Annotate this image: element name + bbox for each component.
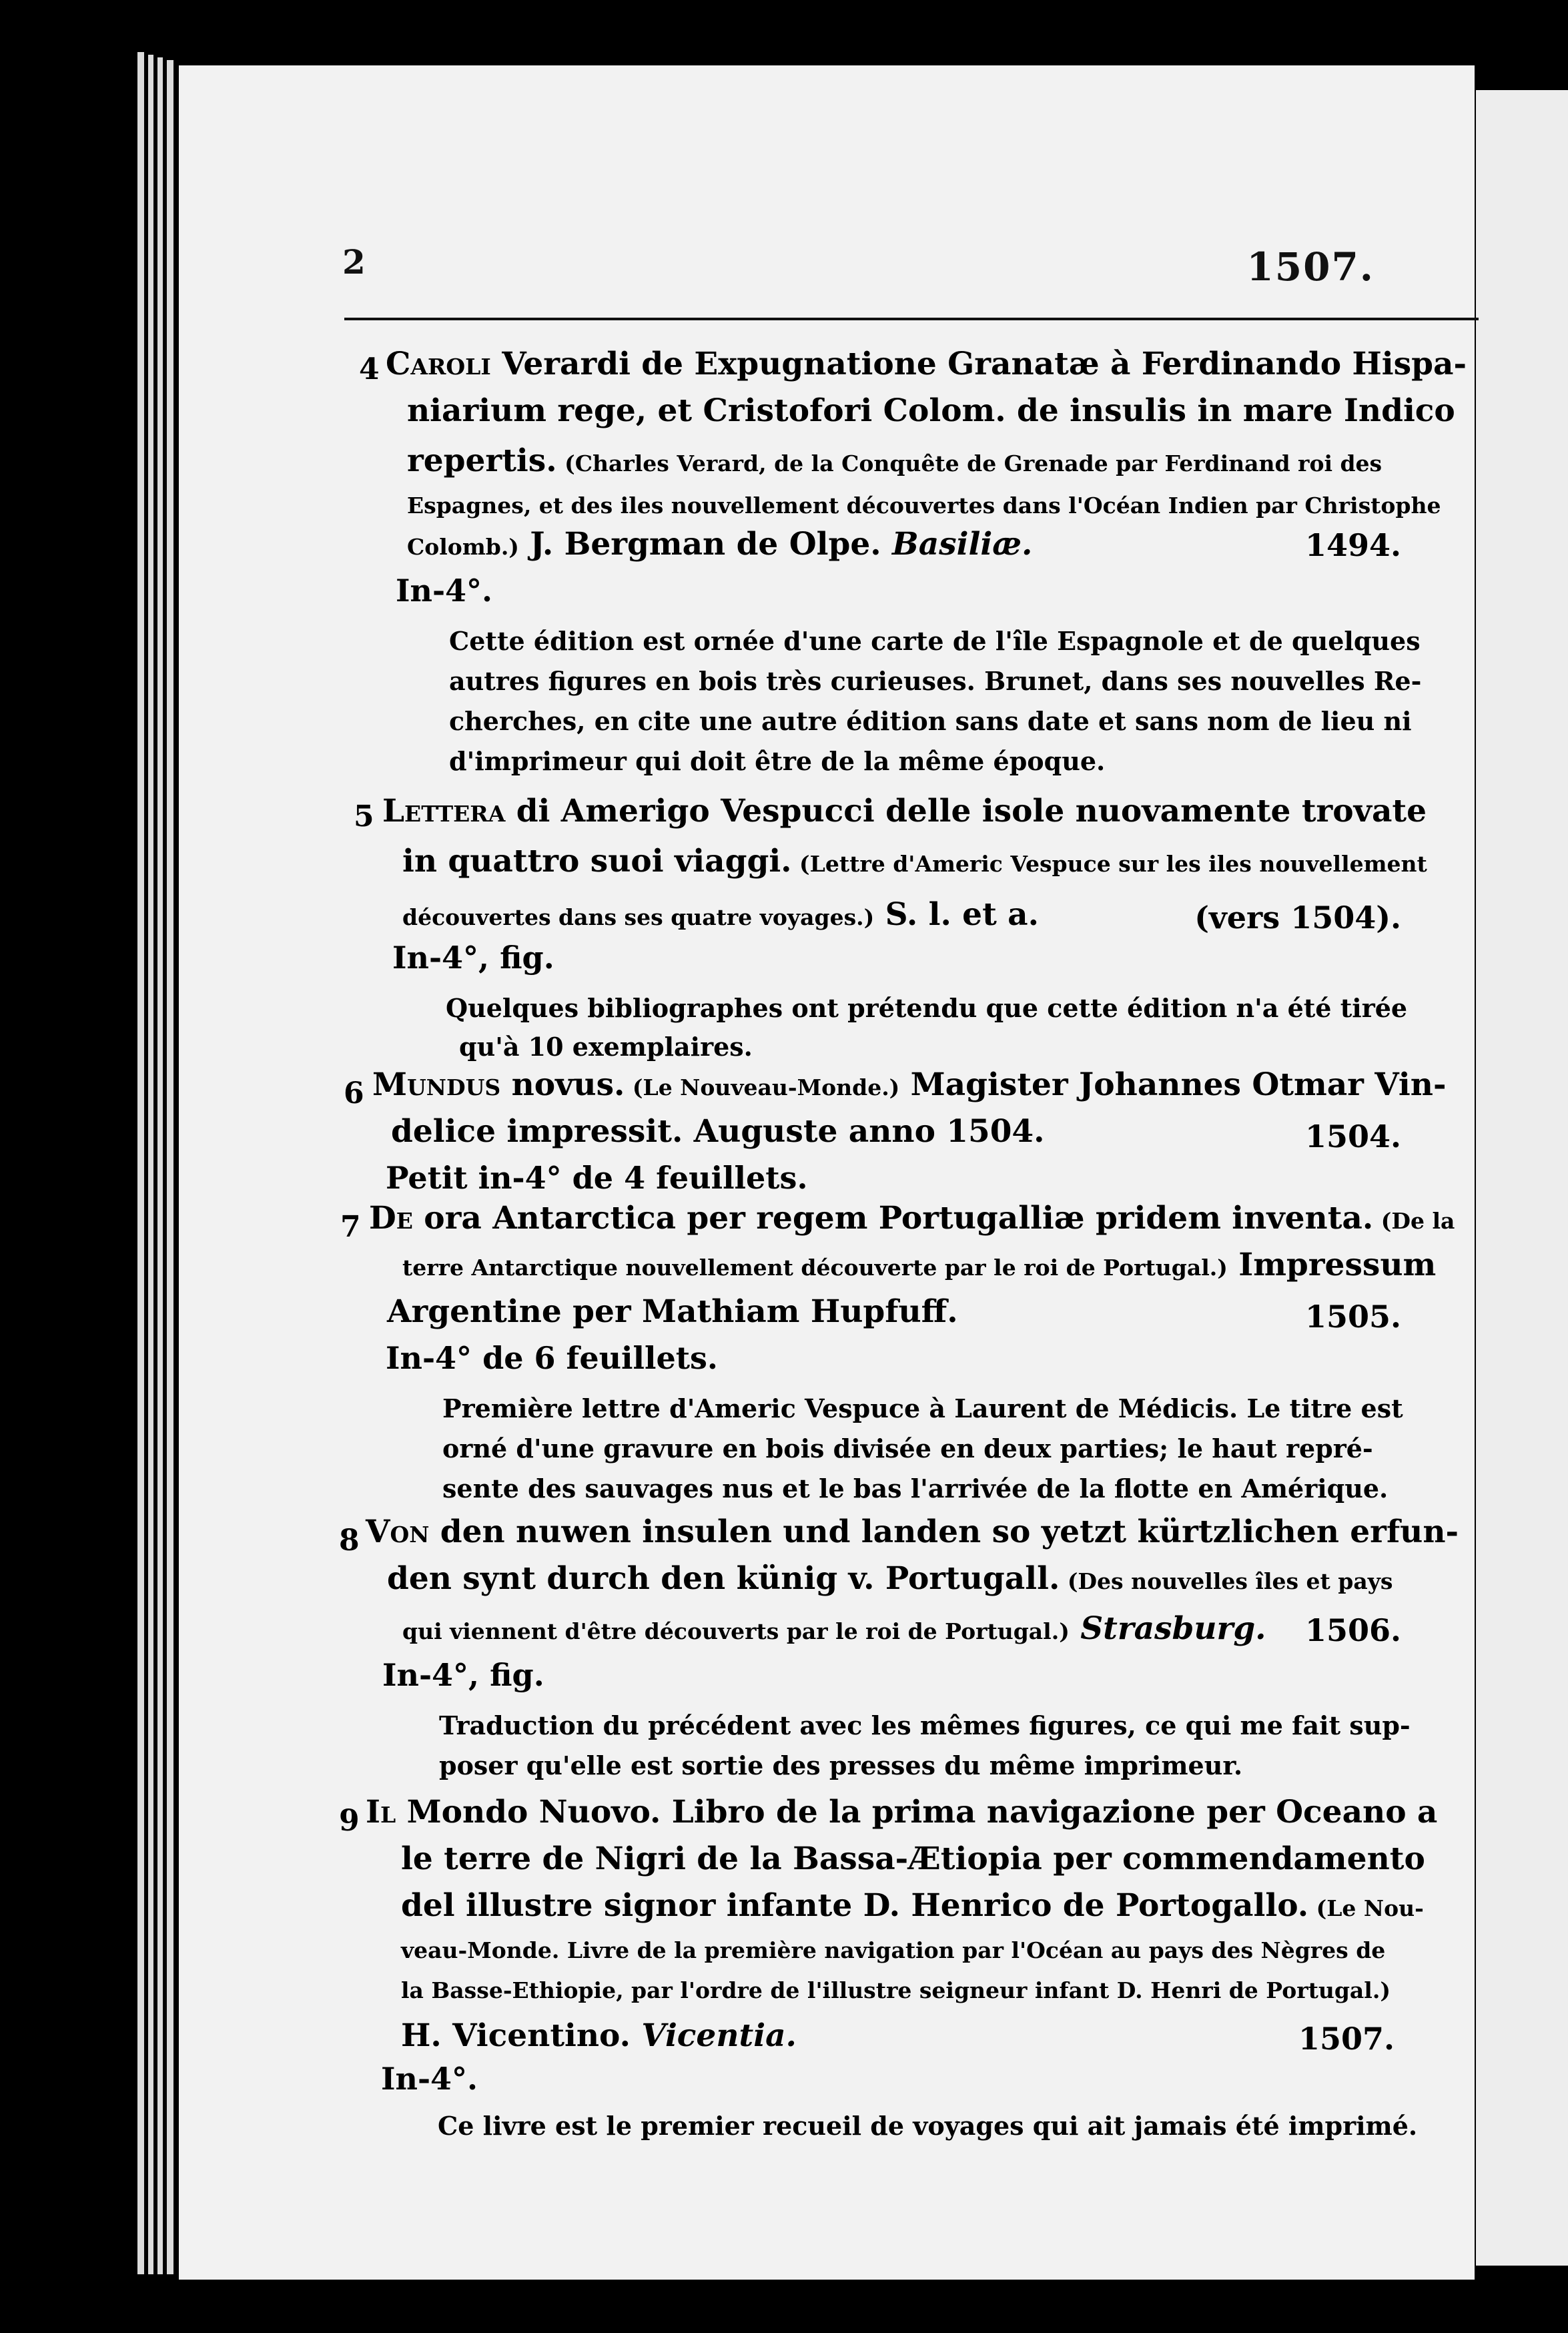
entry-note-line: qu'à 10 exemplaires. (459, 1032, 753, 1062)
entry-note-line: cherches, en cite une autre édition sans date et sans nom de lieu ni (449, 706, 1412, 736)
entry-note-line: Quelques bibliographes ont prétendu que cette édition n'a été tirée (446, 993, 1408, 1023)
entry-imprint-line: Colomb.) J. Bergman de Olpe. Basiliæ. (407, 526, 1033, 563)
header-rule (344, 318, 1479, 320)
entry-imprint-line: delice impressit. Auguste anno 1504. (391, 1113, 1045, 1150)
entry-date: (vers 1504). (1194, 900, 1401, 936)
entry-title-line: Von den nuwen insulen und landen so yetzt kürtzlichen erfun- (366, 1514, 1459, 1550)
entry-number: 7 (340, 1210, 361, 1244)
running-header-year: 1507. (1246, 244, 1375, 290)
entry-translation-line: la Basse-Ethiopie, par l'ordre de l'illustre seigneur infant D. Henri de Portugal.) (401, 1977, 1391, 2003)
entry-title-line: den synt durch den künig v. Portugall. (Des nouvelles îles et pays (387, 1560, 1393, 1597)
entry-number: 9 (339, 1804, 360, 1838)
entry-title-line: del illustre signor infante D. Henrico de Portogallo. (Le Nou- (401, 1887, 1424, 1924)
entry-date: 1507. (1298, 2021, 1395, 2057)
entry-title-line: repertis. (Charles Verard, de la Conquête de Grenade par Ferdinand roi des (407, 442, 1383, 479)
entry-number: 8 (339, 1524, 360, 1558)
entry-translation-line: terre Antarctique nouvellement découverte par le roi de Portugal.) Impressum (402, 1247, 1437, 1283)
entry-format: In-4°. (381, 2061, 478, 2097)
entry-date: 1506. (1304, 1612, 1401, 1648)
page-edge (167, 60, 173, 2274)
entry-imprint-line: découvertes dans ses quatre voyages.) S. l. et a. (402, 896, 1039, 933)
entry-title-line: Lettera di Amerigo Vespucci delle isole nuovamente trovate (382, 793, 1427, 829)
entry-note-line: Traduction du précédent avec les mêmes figures, ce qui me fait sup- (439, 1710, 1411, 1740)
entry-format: In-4° de 6 feuillets. (386, 1340, 718, 1376)
page-number: 2 (342, 242, 366, 282)
entry-note-line: d'imprimeur qui doit être de la même époque. (449, 746, 1106, 776)
entry-number: 5 (354, 799, 374, 834)
entry-note-line: Première lettre d'Americ Vespuce à Laurent de Médicis. Le titre est (442, 1393, 1403, 1423)
document-page (179, 65, 1475, 2280)
entry-translation-line: Espagnes, et des iles nouvellement découvertes dans l'Océan Indien par Christophe (407, 492, 1441, 519)
entry-title-line: Caroli Verardi de Expugnatione Granatæ à Ferdinando Hispa- (386, 346, 1467, 382)
entry-note-line: poser qu'elle est sortie des presses du même imprimeur. (439, 1750, 1243, 1780)
entry-imprint-line: H. Vicentino. Vicentia. (401, 2017, 797, 2054)
entry-date: 1504. (1304, 1118, 1401, 1154)
entry-title-line: in quattro suoi viaggi. (Lettre d'Americ Vespuce sur les iles nouvellement (402, 843, 1427, 880)
entry-format: In-4°, fig. (392, 940, 554, 976)
entry-translation-line: veau-Monde. Livre de la première navigation par l'Océan au pays des Nègres de (401, 1937, 1386, 1963)
entry-title-line: niarium rege, et Cristofori Colom. de insulis in mare Indico (407, 392, 1455, 429)
entry-date: 1494. (1304, 527, 1401, 563)
entry-note-line: Cette édition est ornée d'une carte de l'île Espagnole et de quelques (449, 626, 1421, 656)
entry-note-line: Ce livre est le premier recueil de voyages qui ait jamais été imprimé. (438, 2111, 1418, 2141)
entry-format: In-4°. (396, 573, 493, 609)
entry-format: In-4°, fig. (382, 1657, 544, 1693)
page-edge (157, 57, 163, 2274)
entry-title-line: Il Mondo Nuovo. Libro de la prima navigazione per Oceano a (366, 1794, 1438, 1830)
page-edge (148, 55, 153, 2274)
facing-page-edge (1476, 90, 1568, 2266)
entry-number: 4 (359, 352, 380, 386)
entry-note-line: orné d'une gravure en bois divisée en deux parties; le haut repré- (442, 1433, 1373, 1463)
entry-title-line: le terre de Nigri de la Bassa-Ætiopia per commendamento (401, 1841, 1425, 1877)
entry-title-line: De ora Antarctica per regem Portugalliæ pridem inventa. (De la (369, 1200, 1455, 1237)
page-edge (137, 52, 144, 2274)
entry-title-line: Mundus novus. (Le Nouveau-Monde.) Magister Johannes Otmar Vin- (372, 1066, 1447, 1103)
entry-number: 6 (344, 1076, 364, 1110)
entry-imprint-line: qui viennent d'être découverts par le roi de Portugal.) Strasburg. (402, 1610, 1266, 1647)
entry-date: 1505. (1304, 1299, 1401, 1335)
entry-format: Petit in-4° de 4 feuillets. (386, 1160, 808, 1196)
entry-note-line: autres figures en bois très curieuses. Brunet, dans ses nouvelles Re- (449, 666, 1422, 696)
entry-imprint-line: Argentine per Mathiam Hupfuff. (387, 1293, 958, 1330)
entry-note-line: sente des sauvages nus et le bas l'arrivée de la flotte en Amérique. (442, 1473, 1389, 1504)
